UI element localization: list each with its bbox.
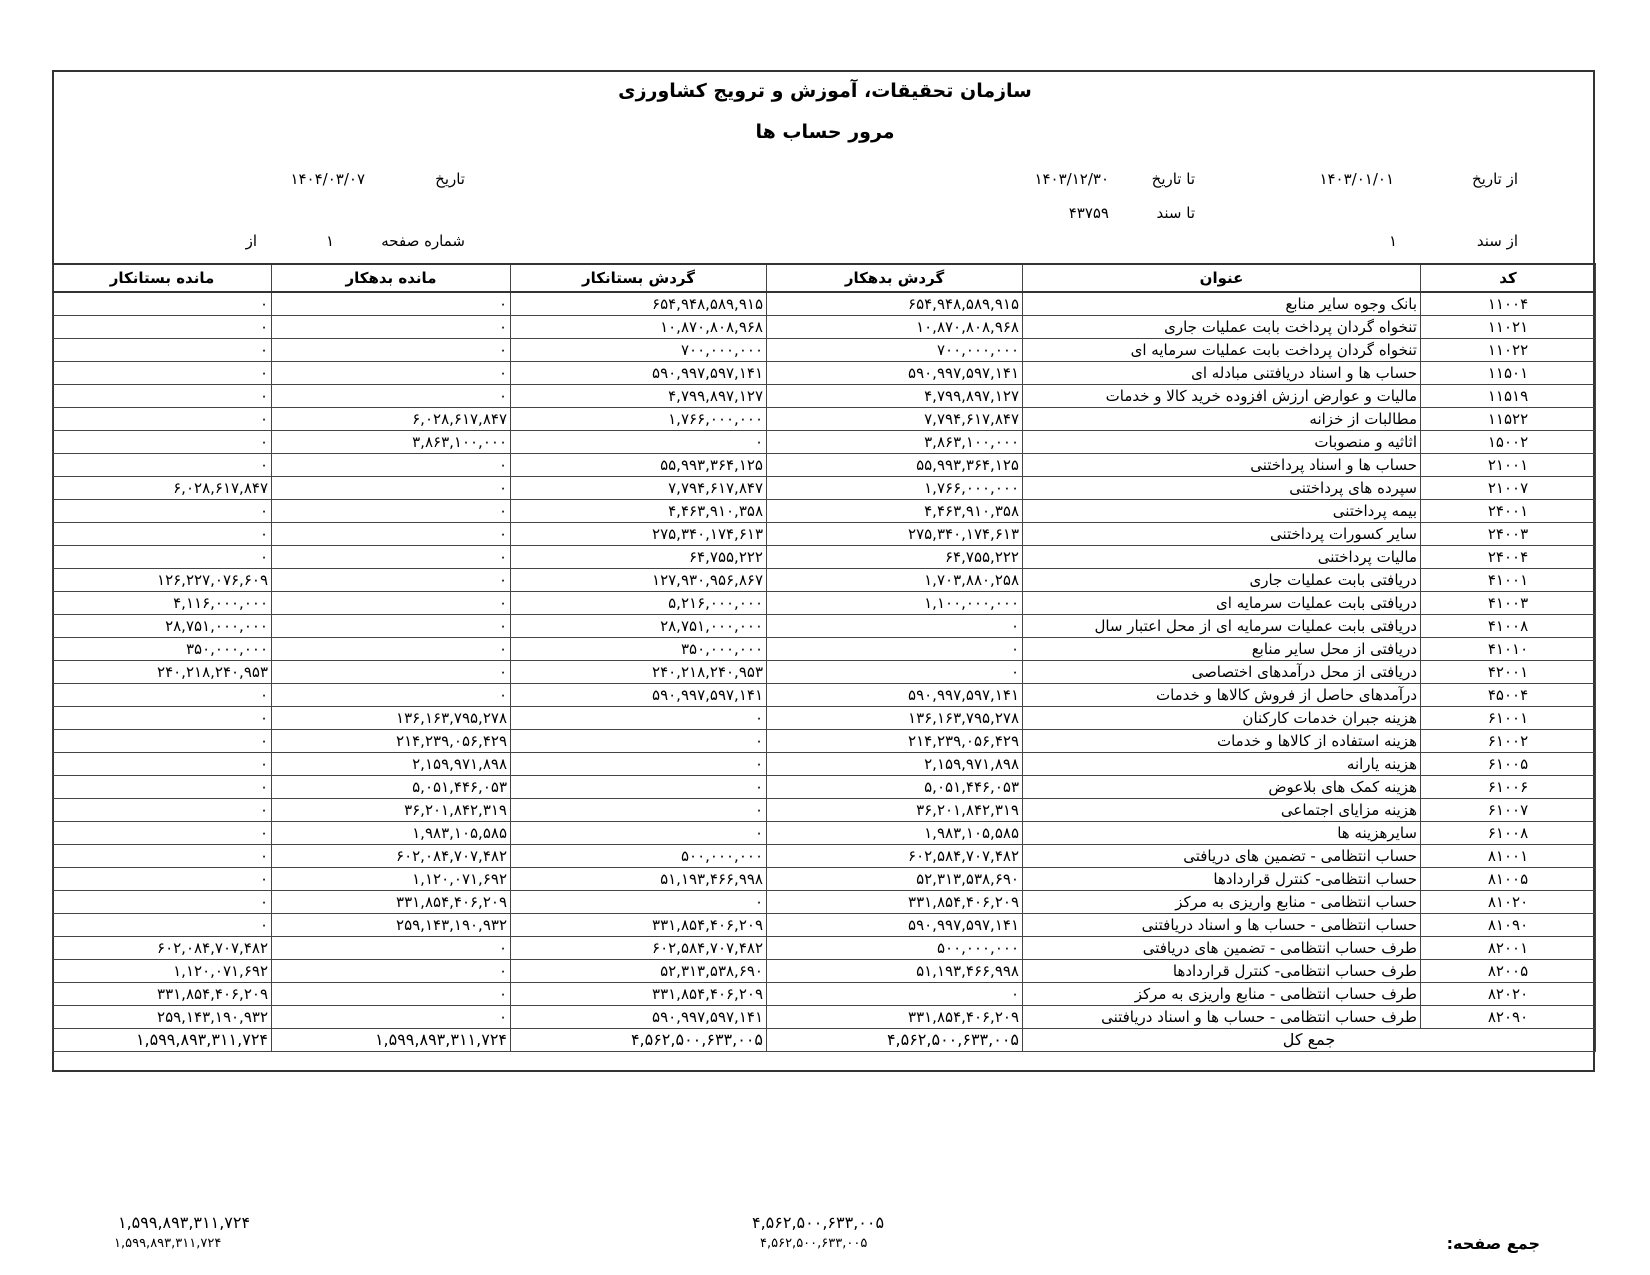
account-code: ۱۱۰۲۲ — [1421, 339, 1596, 362]
table-row — [53, 431, 1596, 454]
account-title: دریافتی از محل درآمدهای اختصاصی — [1023, 661, 1421, 684]
debit-turnover: ۳۳۱,۸۵۴,۴۰۶,۲۰۹ — [767, 1006, 1023, 1029]
account-code: ۴۱۰۰۸ — [1421, 615, 1596, 638]
account-code: ۸۲۰۰۱ — [1421, 937, 1596, 960]
debit-turnover: ۵۲,۳۱۳,۵۳۸,۶۹۰ — [767, 868, 1023, 891]
debit-turnover: ۱,۱۰۰,۰۰۰,۰۰۰ — [767, 592, 1023, 615]
credit-balance: ۰ — [53, 799, 272, 822]
debit-turnover: ۴,۷۹۹,۸۹۷,۱۲۷ — [767, 385, 1023, 408]
table-row — [53, 362, 1596, 385]
table-row — [53, 339, 1596, 362]
page-sum-label: جمع صفحه: — [1446, 1234, 1540, 1253]
credit-turnover: ۰ — [511, 891, 767, 914]
account-title: هزینه یارانه — [1023, 753, 1421, 776]
account-title: حساب ها و اسناد پرداختنی — [1023, 454, 1421, 477]
credit-balance: ۰ — [53, 385, 272, 408]
credit-turnover: ۳۳۱,۸۵۴,۴۰۶,۲۰۹ — [511, 914, 767, 937]
debit-turnover: ۶۴,۷۵۵,۲۲۲ — [767, 546, 1023, 569]
debit-balance: ۰ — [272, 983, 511, 1006]
credit-turnover: ۲۷۵,۳۴۰,۱۷۴,۶۱۳ — [511, 523, 767, 546]
debit-turnover: ۳۶,۲۰۱,۸۴۲,۳۱۹ — [767, 799, 1023, 822]
credit-balance: ۶۰۲,۰۸۴,۷۰۷,۴۸۲ — [53, 937, 272, 960]
total-debit-turnover: ۴,۵۶۲,۵۰۰,۶۳۳,۰۰۵ — [767, 1029, 1023, 1052]
debit-balance: ۱,۱۲۰,۰۷۱,۶۹۲ — [272, 868, 511, 891]
table-row — [53, 845, 1596, 868]
credit-balance: ۰ — [53, 454, 272, 477]
account-code: ۶۱۰۰۱ — [1421, 707, 1596, 730]
credit-turnover: ۶۰۲,۵۸۴,۷۰۷,۴۸۲ — [511, 937, 767, 960]
debit-balance: ۵,۰۵۱,۴۴۶,۰۵۳ — [272, 776, 511, 799]
from-date-label: از تاریخ — [1471, 170, 1518, 188]
debit-balance: ۰ — [272, 661, 511, 684]
debit-turnover: ۶۰۲,۵۸۴,۷۰۷,۴۸۲ — [767, 845, 1023, 868]
account-title: سپرده های پرداختنی — [1023, 477, 1421, 500]
account-code: ۲۴۰۰۱ — [1421, 500, 1596, 523]
table-row — [53, 638, 1596, 661]
credit-turnover: ۰ — [511, 753, 767, 776]
table-row — [53, 914, 1596, 937]
account-code: ۱۵۰۰۲ — [1421, 431, 1596, 454]
debit-turnover: ۲۷۵,۳۴۰,۱۷۴,۶۱۳ — [767, 523, 1023, 546]
page-of-label: از — [245, 232, 257, 250]
table-row — [53, 385, 1596, 408]
credit-turnover: ۵۹۰,۹۹۷,۵۹۷,۱۴۱ — [511, 684, 767, 707]
column-header-debit-turnover: گردش بدهکار — [767, 264, 1023, 292]
credit-balance: ۰ — [53, 292, 272, 316]
debit-turnover: ۰ — [767, 638, 1023, 661]
account-title: تنخواه گردان پرداخت بابت عملیات سرمایه ای — [1023, 339, 1421, 362]
debit-turnover: ۳۳۱,۸۵۴,۴۰۶,۲۰۹ — [767, 891, 1023, 914]
debit-balance: ۳۶,۲۰۱,۸۴۲,۳۱۹ — [272, 799, 511, 822]
total-debit-balance: ۱,۵۹۹,۸۹۳,۳۱۱,۷۲۴ — [272, 1029, 511, 1052]
debit-turnover: ۰ — [767, 983, 1023, 1006]
credit-turnover: ۴,۷۹۹,۸۹۷,۱۲۷ — [511, 385, 767, 408]
account-code: ۸۱۰۲۰ — [1421, 891, 1596, 914]
credit-turnover: ۲۸,۷۵۱,۰۰۰,۰۰۰ — [511, 615, 767, 638]
account-title: مالیات و عوارض ارزش افزوده خرید کالا و خدمات — [1023, 385, 1421, 408]
debit-turnover: ۱۰,۸۷۰,۸۰۸,۹۶۸ — [767, 316, 1023, 339]
debit-turnover: ۱۳۶,۱۶۳,۷۹۵,۲۷۸ — [767, 707, 1023, 730]
debit-turnover: ۵۹۰,۹۹۷,۵۹۷,۱۴۱ — [767, 914, 1023, 937]
account-code: ۴۱۰۰۳ — [1421, 592, 1596, 615]
report-title: مرور حساب ها — [755, 121, 895, 143]
debit-turnover: ۵۹۰,۹۹۷,۵۹۷,۱۴۱ — [767, 362, 1023, 385]
debit-turnover: ۷,۷۹۴,۶۱۷,۸۴۷ — [767, 408, 1023, 431]
table-row — [53, 960, 1596, 983]
table-row — [53, 730, 1596, 753]
credit-balance: ۲۸,۷۵۱,۰۰۰,۰۰۰ — [53, 615, 272, 638]
debit-turnover: ۳,۸۶۳,۱۰۰,۰۰۰ — [767, 431, 1023, 454]
debit-turnover: ۰ — [767, 661, 1023, 684]
from-doc-label: از سند — [1476, 232, 1518, 250]
debit-turnover: ۴,۴۶۳,۹۱۰,۳۵۸ — [767, 500, 1023, 523]
from-date-value: ۱۴۰۳/۰۱/۰۱ — [1319, 170, 1394, 188]
account-code: ۴۵۰۰۴ — [1421, 684, 1596, 707]
debit-balance: ۰ — [272, 316, 511, 339]
account-code: ۶۱۰۰۸ — [1421, 822, 1596, 845]
account-code: ۸۲۰۲۰ — [1421, 983, 1596, 1006]
account-title: دریافتی بابت عملیات سرمایه ای از محل اعتبار سال — [1023, 615, 1421, 638]
credit-turnover: ۱,۷۶۶,۰۰۰,۰۰۰ — [511, 408, 767, 431]
account-code: ۶۱۰۰۵ — [1421, 753, 1596, 776]
credit-turnover: ۵۹۰,۹۹۷,۵۹۷,۱۴۱ — [511, 1006, 767, 1029]
account-title: تنخواه گردان پرداخت بابت عملیات جاری — [1023, 316, 1421, 339]
credit-balance: ۲۴۰,۲۱۸,۲۴۰,۹۵۳ — [53, 661, 272, 684]
debit-balance: ۰ — [272, 339, 511, 362]
credit-turnover: ۰ — [511, 822, 767, 845]
table-header-row — [53, 264, 1596, 292]
account-title: طرف حساب انتظامی - منابع واریزی به مرکز — [1023, 983, 1421, 1006]
table-row — [53, 868, 1596, 891]
table-row — [53, 408, 1596, 431]
credit-balance: ۰ — [53, 914, 272, 937]
account-code: ۶۱۰۰۷ — [1421, 799, 1596, 822]
account-code: ۶۱۰۰۲ — [1421, 730, 1596, 753]
column-header-credit-balance: مانده بستانکار — [53, 264, 272, 292]
credit-balance: ۰ — [53, 730, 272, 753]
account-title: هزینه کمک های بلاعوض — [1023, 776, 1421, 799]
debit-balance: ۰ — [272, 615, 511, 638]
credit-turnover: ۰ — [511, 776, 767, 799]
debit-turnover: ۲,۱۵۹,۹۷۱,۸۹۸ — [767, 753, 1023, 776]
credit-balance: ۰ — [53, 776, 272, 799]
credit-balance: ۰ — [53, 684, 272, 707]
account-code: ۲۱۰۰۱ — [1421, 454, 1596, 477]
debit-balance: ۰ — [272, 638, 511, 661]
table-row — [53, 891, 1596, 914]
column-header-debit-balance: مانده بدهکار — [272, 264, 511, 292]
account-title: طرف حساب انتظامی - تضمین های دریافتی — [1023, 937, 1421, 960]
account-title: هزینه استفاده از کالاها و خدمات — [1023, 730, 1421, 753]
debit-turnover: ۱,۷۰۳,۸۸۰,۲۵۸ — [767, 569, 1023, 592]
credit-balance: ۰ — [53, 362, 272, 385]
account-code: ۲۱۰۰۷ — [1421, 477, 1596, 500]
account-title: حساب انتظامی - منابع واریزی به مرکز — [1023, 891, 1421, 914]
account-title: هزینه جبران خدمات کارکنان — [1023, 707, 1421, 730]
credit-balance: ۶,۰۲۸,۶۱۷,۸۴۷ — [53, 477, 272, 500]
credit-balance: ۰ — [53, 408, 272, 431]
debit-balance: ۳۳۱,۸۵۴,۴۰۶,۲۰۹ — [272, 891, 511, 914]
debit-balance: ۰ — [272, 500, 511, 523]
print-date-label: تاریخ — [435, 170, 465, 188]
debit-balance: ۰ — [272, 385, 511, 408]
credit-balance: ۰ — [53, 431, 272, 454]
total-row — [53, 1029, 1596, 1052]
page-number-value: ۱ — [325, 232, 334, 250]
credit-turnover: ۳۳۱,۸۵۴,۴۰۶,۲۰۹ — [511, 983, 767, 1006]
account-code: ۱۱۵۰۱ — [1421, 362, 1596, 385]
total-credit-turnover: ۴,۵۶۲,۵۰۰,۶۳۳,۰۰۵ — [511, 1029, 767, 1052]
print-date-value: ۱۴۰۴/۰۳/۰۷ — [290, 170, 365, 188]
credit-balance: ۰ — [53, 316, 272, 339]
debit-balance: ۱۳۶,۱۶۳,۷۹۵,۲۷۸ — [272, 707, 511, 730]
to-doc-label: تا سند — [1156, 204, 1195, 222]
credit-turnover: ۵,۲۱۶,۰۰۰,۰۰۰ — [511, 592, 767, 615]
credit-turnover: ۰ — [511, 730, 767, 753]
debit-balance: ۰ — [272, 937, 511, 960]
account-title: دریافتی از محل سایر منابع — [1023, 638, 1421, 661]
debit-balance: ۰ — [272, 477, 511, 500]
debit-balance: ۶,۰۲۸,۶۱۷,۸۴۷ — [272, 408, 511, 431]
debit-balance: ۰ — [272, 592, 511, 615]
debit-balance: ۲,۱۵۹,۹۷۱,۸۹۸ — [272, 753, 511, 776]
table-row — [53, 822, 1596, 845]
credit-balance: ۰ — [53, 500, 272, 523]
credit-turnover: ۷,۷۹۴,۶۱۷,۸۴۷ — [511, 477, 767, 500]
table-row — [53, 316, 1596, 339]
credit-turnover: ۰ — [511, 799, 767, 822]
credit-balance: ۰ — [53, 868, 272, 891]
account-code: ۲۴۰۰۳ — [1421, 523, 1596, 546]
account-title: مطالبات از خزانه — [1023, 408, 1421, 431]
table-row — [53, 1006, 1596, 1029]
account-title: حساب انتظامی - تضمین های دریافتی — [1023, 845, 1421, 868]
account-code: ۴۱۰۱۰ — [1421, 638, 1596, 661]
total-credit-balance: ۱,۵۹۹,۸۹۳,۳۱۱,۷۲۴ — [53, 1029, 272, 1052]
credit-balance: ۰ — [53, 891, 272, 914]
debit-balance: ۱,۹۸۳,۱۰۵,۵۸۵ — [272, 822, 511, 845]
credit-turnover: ۲۴۰,۲۱۸,۲۴۰,۹۵۳ — [511, 661, 767, 684]
debit-turnover: ۵۹۰,۹۹۷,۵۹۷,۱۴۱ — [767, 684, 1023, 707]
account-code: ۱۱۵۲۲ — [1421, 408, 1596, 431]
credit-balance: ۳۵۰,۰۰۰,۰۰۰ — [53, 638, 272, 661]
account-code: ۸۱۰۹۰ — [1421, 914, 1596, 937]
table-row — [53, 592, 1596, 615]
account-title: حساب ها و اسناد دریافتنی مبادله ای — [1023, 362, 1421, 385]
account-title: حساب انتظامی- کنترل قراردادها — [1023, 868, 1421, 891]
account-code: ۸۱۰۰۱ — [1421, 845, 1596, 868]
to-date-label: تا تاریخ — [1151, 170, 1195, 188]
debit-balance: ۰ — [272, 454, 511, 477]
table-row — [53, 292, 1596, 316]
table-row — [53, 983, 1596, 1006]
debit-turnover: ۱,۹۸۳,۱۰۵,۵۸۵ — [767, 822, 1023, 845]
debit-balance: ۰ — [272, 569, 511, 592]
account-title: دریافتی بابت عملیات سرمایه ای — [1023, 592, 1421, 615]
column-header-credit-turnover: گردش بستانکار — [511, 264, 767, 292]
table-row — [53, 569, 1596, 592]
credit-turnover: ۵۰۰,۰۰۰,۰۰۰ — [511, 845, 767, 868]
credit-balance: ۰ — [53, 822, 272, 845]
credit-turnover: ۱۲۷,۹۳۰,۹۵۶,۸۶۷ — [511, 569, 767, 592]
table-row — [53, 684, 1596, 707]
table-row — [53, 753, 1596, 776]
credit-balance: ۱,۱۲۰,۰۷۱,۶۹۲ — [53, 960, 272, 983]
account-title: سایرهزینه ها — [1023, 822, 1421, 845]
debit-turnover: ۰ — [767, 615, 1023, 638]
account-title: طرف حساب انتظامی- کنترل قراردادها — [1023, 960, 1421, 983]
debit-balance: ۰ — [272, 546, 511, 569]
debit-balance: ۰ — [272, 292, 511, 316]
account-code: ۸۲۰۹۰ — [1421, 1006, 1596, 1029]
debit-balance: ۶۰۲,۰۸۴,۷۰۷,۴۸۲ — [272, 845, 511, 868]
debit-turnover: ۷۰۰,۰۰۰,۰۰۰ — [767, 339, 1023, 362]
debit-turnover: ۵۱,۱۹۳,۴۶۶,۹۹۸ — [767, 960, 1023, 983]
credit-balance: ۳۳۱,۸۵۴,۴۰۶,۲۰۹ — [53, 983, 272, 1006]
credit-turnover: ۰ — [511, 707, 767, 730]
credit-turnover: ۶۵۴,۹۴۸,۵۸۹,۹۱۵ — [511, 292, 767, 316]
account-title: سایر کسورات پرداختنی — [1023, 523, 1421, 546]
table-row — [53, 707, 1596, 730]
page-sum-balance: ۱,۵۹۹,۸۹۳,۳۱۱,۷۲۴ — [118, 1213, 251, 1232]
table-row — [53, 546, 1596, 569]
account-code: ۲۴۰۰۴ — [1421, 546, 1596, 569]
account-title: درآمدهای حاصل از فروش کالاها و خدمات — [1023, 684, 1421, 707]
table-row — [53, 799, 1596, 822]
account-code: ۸۱۰۰۵ — [1421, 868, 1596, 891]
credit-balance: ۱۲۶,۲۲۷,۰۷۶,۶۰۹ — [53, 569, 272, 592]
debit-balance: ۰ — [272, 1006, 511, 1029]
credit-turnover: ۳۵۰,۰۰۰,۰۰۰ — [511, 638, 767, 661]
account-title: طرف حساب انتظامی - حساب ها و اسناد دریافتنی — [1023, 1006, 1421, 1029]
to-date-value: ۱۴۰۳/۱۲/۳۰ — [1034, 170, 1109, 188]
table-row — [53, 615, 1596, 638]
account-code: ۱۱۰۲۱ — [1421, 316, 1596, 339]
credit-turnover: ۰ — [511, 431, 767, 454]
debit-balance: ۲۵۹,۱۴۳,۱۹۰,۹۳۲ — [272, 914, 511, 937]
credit-balance: ۰ — [53, 523, 272, 546]
debit-turnover: ۵,۰۵۱,۴۴۶,۰۵۳ — [767, 776, 1023, 799]
total-label: جمع کل — [1023, 1029, 1596, 1052]
trial-balance-table — [52, 263, 1596, 1052]
from-doc-value: ۱ — [1388, 232, 1397, 250]
account-title: بانک وجوه سایر منابع — [1023, 292, 1421, 316]
credit-balance: ۴,۱۱۶,۰۰۰,۰۰۰ — [53, 592, 272, 615]
page-sum-turnover: ۴,۵۶۲,۵۰۰,۶۳۳,۰۰۵ — [752, 1213, 885, 1232]
credit-turnover: ۶۴,۷۵۵,۲۲۲ — [511, 546, 767, 569]
account-title: بیمه پرداختنی — [1023, 500, 1421, 523]
account-code: ۱۱۵۱۹ — [1421, 385, 1596, 408]
debit-balance: ۰ — [272, 684, 511, 707]
table-row — [53, 523, 1596, 546]
page-sum-balance-repeat: ۱,۵۹۹,۸۹۳,۳۱۱,۷۲۴ — [114, 1236, 222, 1251]
debit-balance: ۳,۸۶۳,۱۰۰,۰۰۰ — [272, 431, 511, 454]
credit-balance: ۰ — [53, 339, 272, 362]
credit-balance: ۰ — [53, 753, 272, 776]
debit-balance: ۲۱۴,۲۳۹,۰۵۶,۴۲۹ — [272, 730, 511, 753]
credit-turnover: ۵۵,۹۹۳,۳۶۴,۱۲۵ — [511, 454, 767, 477]
table-row — [53, 477, 1596, 500]
credit-balance: ۲۵۹,۱۴۳,۱۹۰,۹۳۲ — [53, 1006, 272, 1029]
column-header-title: عنوان — [1023, 264, 1421, 292]
account-code: ۴۱۰۰۱ — [1421, 569, 1596, 592]
credit-turnover: ۷۰۰,۰۰۰,۰۰۰ — [511, 339, 767, 362]
page-sum-turnover-repeat: ۴,۵۶۲,۵۰۰,۶۳۳,۰۰۵ — [760, 1236, 868, 1251]
debit-balance: ۰ — [272, 362, 511, 385]
account-code: ۱۱۰۰۴ — [1421, 292, 1596, 316]
account-code: ۸۲۰۰۵ — [1421, 960, 1596, 983]
credit-turnover: ۵۹۰,۹۹۷,۵۹۷,۱۴۱ — [511, 362, 767, 385]
credit-turnover: ۵۱,۱۹۳,۴۶۶,۹۹۸ — [511, 868, 767, 891]
debit-turnover: ۱,۷۶۶,۰۰۰,۰۰۰ — [767, 477, 1023, 500]
table-row — [53, 776, 1596, 799]
table-row — [53, 500, 1596, 523]
account-code: ۶۱۰۰۶ — [1421, 776, 1596, 799]
table-row — [53, 661, 1596, 684]
to-doc-value: ۴۳۷۵۹ — [1068, 204, 1109, 222]
debit-turnover: ۵۵,۹۹۳,۳۶۴,۱۲۵ — [767, 454, 1023, 477]
account-title: هزینه مزایای اجتماعی — [1023, 799, 1421, 822]
account-title: دریافتی بابت عملیات جاری — [1023, 569, 1421, 592]
table-row — [53, 454, 1596, 477]
column-header-code: کد — [1421, 264, 1596, 292]
credit-balance: ۰ — [53, 546, 272, 569]
debit-turnover: ۶۵۴,۹۴۸,۵۸۹,۹۱۵ — [767, 292, 1023, 316]
org-title: سازمان تحقیقات، آموزش و ترویج کشاورزی — [618, 80, 1032, 102]
account-code: ۴۲۰۰۱ — [1421, 661, 1596, 684]
credit-balance: ۰ — [53, 707, 272, 730]
debit-turnover: ۵۰۰,۰۰۰,۰۰۰ — [767, 937, 1023, 960]
credit-turnover: ۴,۴۶۳,۹۱۰,۳۵۸ — [511, 500, 767, 523]
debit-balance: ۰ — [272, 960, 511, 983]
account-title: حساب انتظامی - حساب ها و اسناد دریافتنی — [1023, 914, 1421, 937]
debit-balance: ۰ — [272, 523, 511, 546]
page-number-label: شماره صفحه — [381, 232, 465, 250]
debit-turnover: ۲۱۴,۲۳۹,۰۵۶,۴۲۹ — [767, 730, 1023, 753]
credit-balance: ۰ — [53, 845, 272, 868]
account-title: مالیات پرداختنی — [1023, 546, 1421, 569]
table-row — [53, 937, 1596, 960]
account-title: اثاثیه و منصوبات — [1023, 431, 1421, 454]
credit-turnover: ۱۰,۸۷۰,۸۰۸,۹۶۸ — [511, 316, 767, 339]
credit-turnover: ۵۲,۳۱۳,۵۳۸,۶۹۰ — [511, 960, 767, 983]
